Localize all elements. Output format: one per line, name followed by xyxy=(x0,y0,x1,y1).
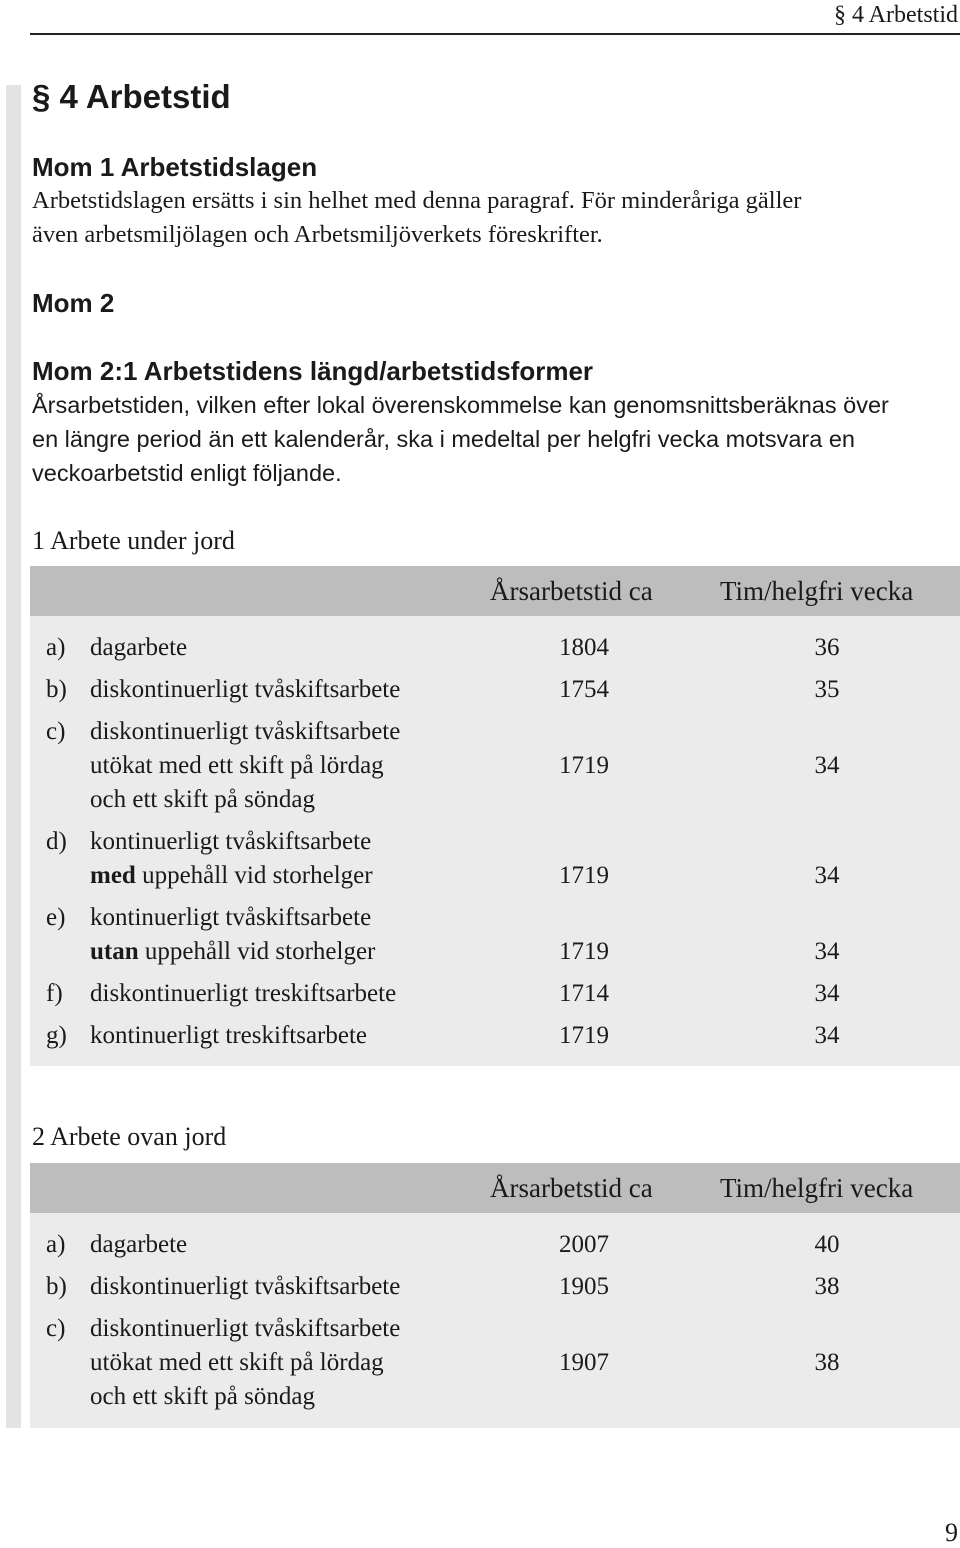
table-row: g) kontinuerligt treskiftsarbete 1719 34 xyxy=(46,1022,840,1049)
table1-title: 1 Arbete under jord xyxy=(32,526,235,555)
margin-bar xyxy=(6,85,21,1428)
page-number: 9 xyxy=(945,1518,958,1547)
table-row: b) diskontinuerligt tvåskiftsarbete 1754 35 xyxy=(46,676,840,703)
header-rule xyxy=(30,33,960,35)
mom2-text-line-3: veckoarbetstid enligt följande. xyxy=(32,460,342,486)
table2 xyxy=(30,1163,960,1428)
table1-col-annual: Årsarbetstid ca xyxy=(490,576,653,606)
chapter-title: § 4 Arbetstid xyxy=(32,78,231,115)
mom2-heading: Mom 2 xyxy=(32,288,115,318)
table-row: c) diskontinuerligt tvåskiftsarbete utökat med ett skift på lördag och ett skift på söndag 1719 34 xyxy=(46,718,840,813)
mom2-1-heading: Mom 2:1 Arbetstidens längd/arbetstidsformer xyxy=(32,356,594,386)
mom1-text-line-2: även arbetsmiljölagen och Arbetsmiljöverkets föreskrifter. xyxy=(32,221,603,248)
table1-col-weekly: Tim/helgfri vecka xyxy=(720,576,914,606)
table-row: a) dagarbete 1804 36 xyxy=(46,634,840,661)
table1 xyxy=(30,566,960,1066)
mom2-text-line-1: Årsarbetstiden, vilken efter lokal överenskommelse kan genomsnittsberäknas över xyxy=(32,392,889,418)
table-row: b) diskontinuerligt tvåskiftsarbete 1905 38 xyxy=(46,1273,840,1300)
mom1-heading: Mom 1 Arbetstidslagen xyxy=(32,152,318,182)
table-row: d) kontinuerligt tvåskiftsarbete med uppehåll vid storhelger 1719 34 xyxy=(46,828,840,889)
table2-col-annual: Årsarbetstid ca xyxy=(490,1173,653,1203)
mom1-text-line-1: Arbetstidslagen ersätts i sin helhet med denna paragraf. För minderåriga gäller xyxy=(32,187,802,214)
table1-header xyxy=(30,566,960,616)
table2-title: 2 Arbete ovan jord xyxy=(32,1122,227,1151)
table-row: a) dagarbete 2007 40 xyxy=(46,1231,840,1258)
mom2-text-line-2: en längre period än ett kalenderår, ska i medeltal per helgfri vecka motsvara en xyxy=(32,426,855,452)
table2-header xyxy=(30,1163,960,1213)
running-head: § 4 Arbetstid xyxy=(834,2,958,28)
table-row: c) diskontinuerligt tvåskiftsarbete utökat med ett skift på lördag och ett skift på söndag 1907 38 xyxy=(46,1315,840,1410)
table-row: e) kontinuerligt tvåskiftsarbete utan uppehåll vid storhelger 1719 34 xyxy=(46,904,840,965)
table-row: f) diskontinuerligt treskiftsarbete 1714 34 xyxy=(46,980,840,1007)
table2-col-weekly: Tim/helgfri vecka xyxy=(720,1173,914,1203)
